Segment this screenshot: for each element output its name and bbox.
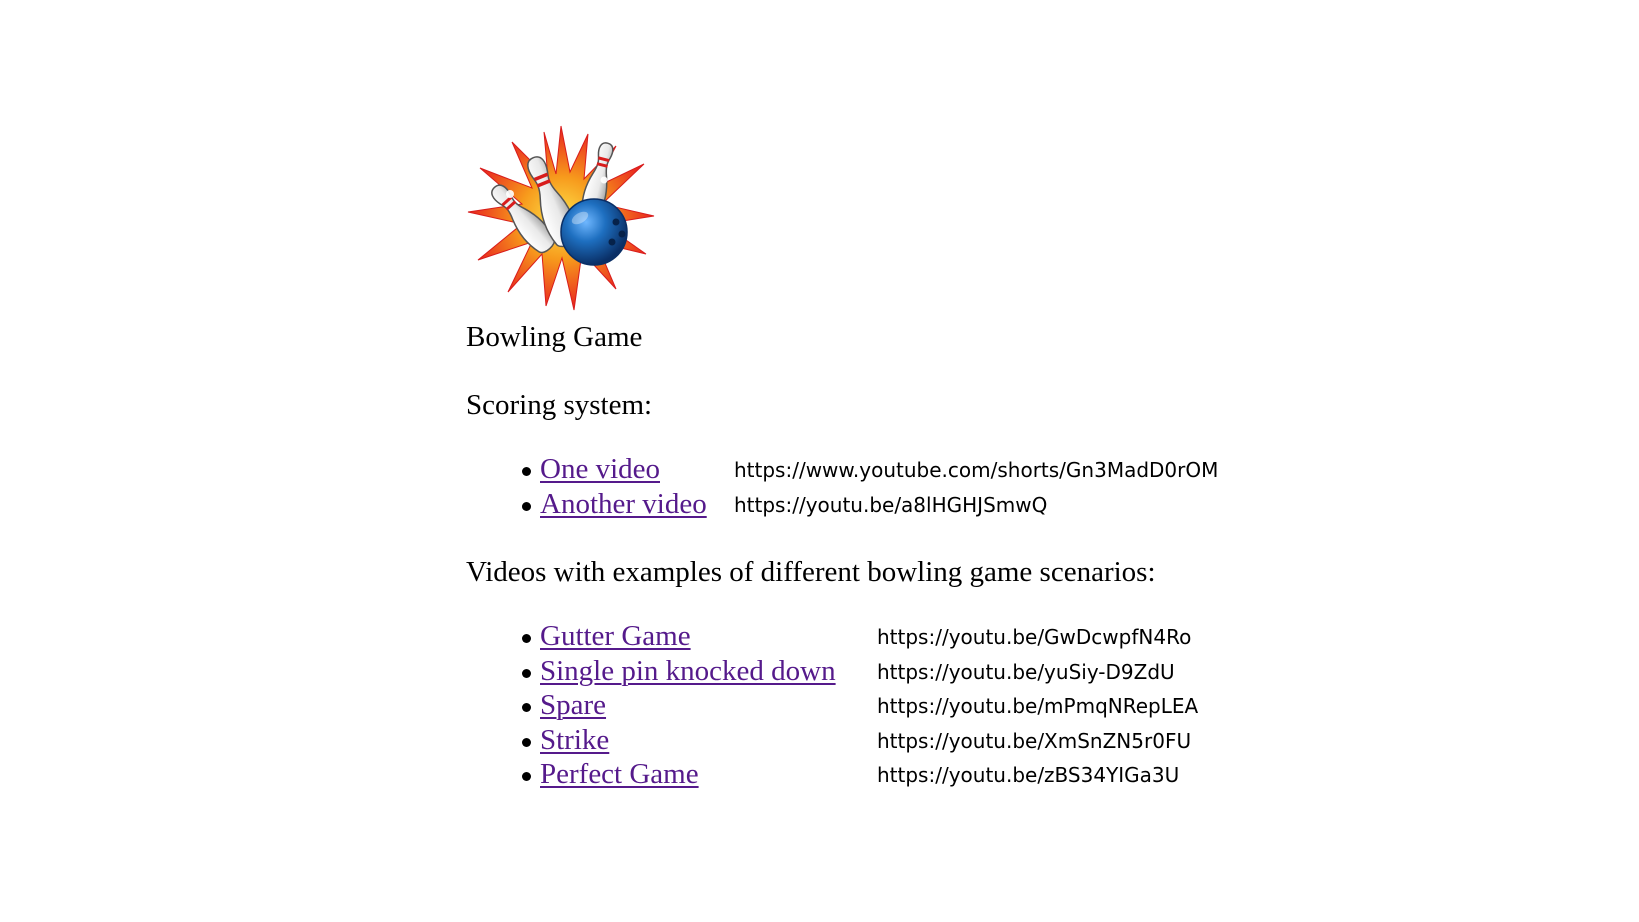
list-item	[466, 654, 1366, 689]
page-content	[466, 124, 1366, 792]
video-url-text: https://youtu.be/mPmqNRepLEA	[877, 694, 1199, 718]
video-url-text: https://www.youtube.com/shorts/Gn3MadD0rOM	[734, 458, 1219, 482]
single-pin-link[interactable]: Single pin knocked down	[540, 654, 836, 687]
scenario-video-list	[466, 619, 1366, 792]
bullet-icon	[522, 772, 531, 781]
list-item	[466, 757, 1366, 792]
scoring-video-list	[466, 452, 1366, 521]
bullet-icon	[522, 467, 531, 476]
page-title: Bowling Game	[466, 321, 643, 353]
video-url-text: https://youtu.be/GwDcwpfN4Ro	[877, 625, 1192, 649]
bullet-icon	[522, 738, 531, 747]
list-item	[466, 619, 1366, 654]
perfect-game-link[interactable]: Perfect Game	[540, 758, 699, 790]
video-url-text: https://youtu.be/zBS34YIGa3U	[877, 763, 1180, 787]
bowling-strike-logo-icon	[466, 124, 656, 314]
list-item	[466, 723, 1366, 758]
video-url-text: https://youtu.be/yuSiy-D9ZdU	[877, 659, 1175, 684]
gutter-game-link[interactable]: Gutter Game	[540, 620, 691, 652]
list-item	[466, 688, 1366, 723]
bullet-icon	[522, 634, 531, 643]
scenarios-heading: Videos with examples of different bowling game scenarios:	[466, 556, 1156, 588]
bullet-icon	[522, 669, 531, 678]
bullet-icon	[522, 703, 531, 712]
spare-link[interactable]: Spare	[540, 689, 607, 721]
strike-link[interactable]: Strike	[540, 723, 610, 756]
scoring-video-link-1[interactable]: One video	[540, 453, 660, 485]
scoring-heading: Scoring system:	[466, 389, 653, 421]
list-item	[466, 487, 1366, 522]
bullet-icon	[522, 502, 531, 511]
video-url-text: https://youtu.be/a8lHGHJSmwQ	[734, 492, 1048, 517]
scoring-video-link-2[interactable]: Another video	[540, 487, 707, 520]
video-url-text: https://youtu.be/XmSnZN5r0FU	[877, 728, 1192, 753]
list-item	[466, 452, 1366, 487]
